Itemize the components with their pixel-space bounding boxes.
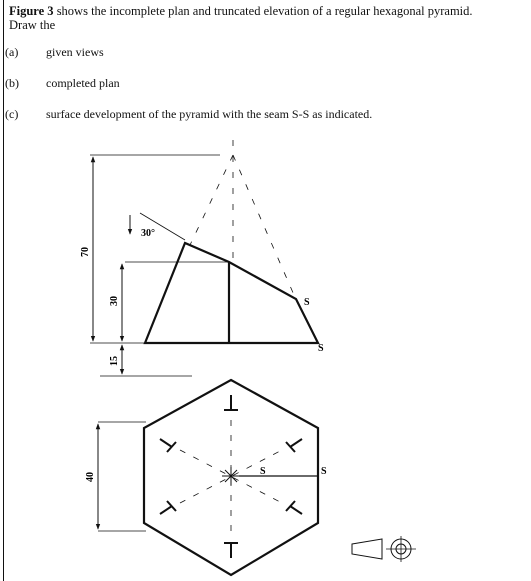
task-text-b: completed plan — [46, 76, 120, 90]
seam-label-plan-inner: S — [260, 466, 266, 477]
plan-stub-bottom — [224, 543, 238, 558]
task-label-c: (c) — [5, 107, 19, 121]
gap-dimension-value: 15 — [109, 356, 120, 366]
right-edge-construction — [233, 155, 294, 295]
seam-label-elev-upper: S — [304, 297, 310, 308]
plan-width-dimension-value: 40 — [85, 472, 96, 482]
figure-reference: Figure 3 — [9, 4, 54, 18]
plan-stub-lower-right — [286, 501, 302, 514]
projection-symbol — [352, 536, 416, 562]
question-intro: shows the incomplete plan and truncated elevation of a regular hexagonal pyramid. — [53, 4, 473, 18]
task-label-b: (b) — [5, 76, 19, 90]
question-instruction: Draw the — [9, 18, 56, 32]
plan-view — [144, 380, 327, 575]
plan-stub-top — [224, 395, 238, 410]
elevation-view — [90, 140, 324, 376]
projection-symbol-frustum — [352, 539, 382, 559]
height-dimension-value: 70 — [80, 247, 91, 257]
angle-label: 30° — [141, 228, 155, 239]
apex-center-mark — [222, 467, 240, 485]
left-edge-construction — [190, 155, 233, 245]
seam-label-plan-outer: S — [321, 466, 327, 477]
plan-stub-lower-left — [160, 501, 176, 514]
truncated-pyramid-outline — [145, 243, 318, 343]
plan-stub-upper-right — [286, 439, 302, 452]
dimension-lines — [80, 157, 146, 531]
cut-dimension-value: 30 — [109, 296, 120, 306]
task-label-a: (a) — [5, 45, 19, 59]
plan-stub-upper-left — [160, 439, 176, 452]
task-text-a: given views — [46, 45, 104, 59]
task-text-c: surface development of the pyramid with the seam S-S as indicated. — [46, 107, 373, 121]
seam-label-elev-lower: S — [318, 343, 324, 354]
